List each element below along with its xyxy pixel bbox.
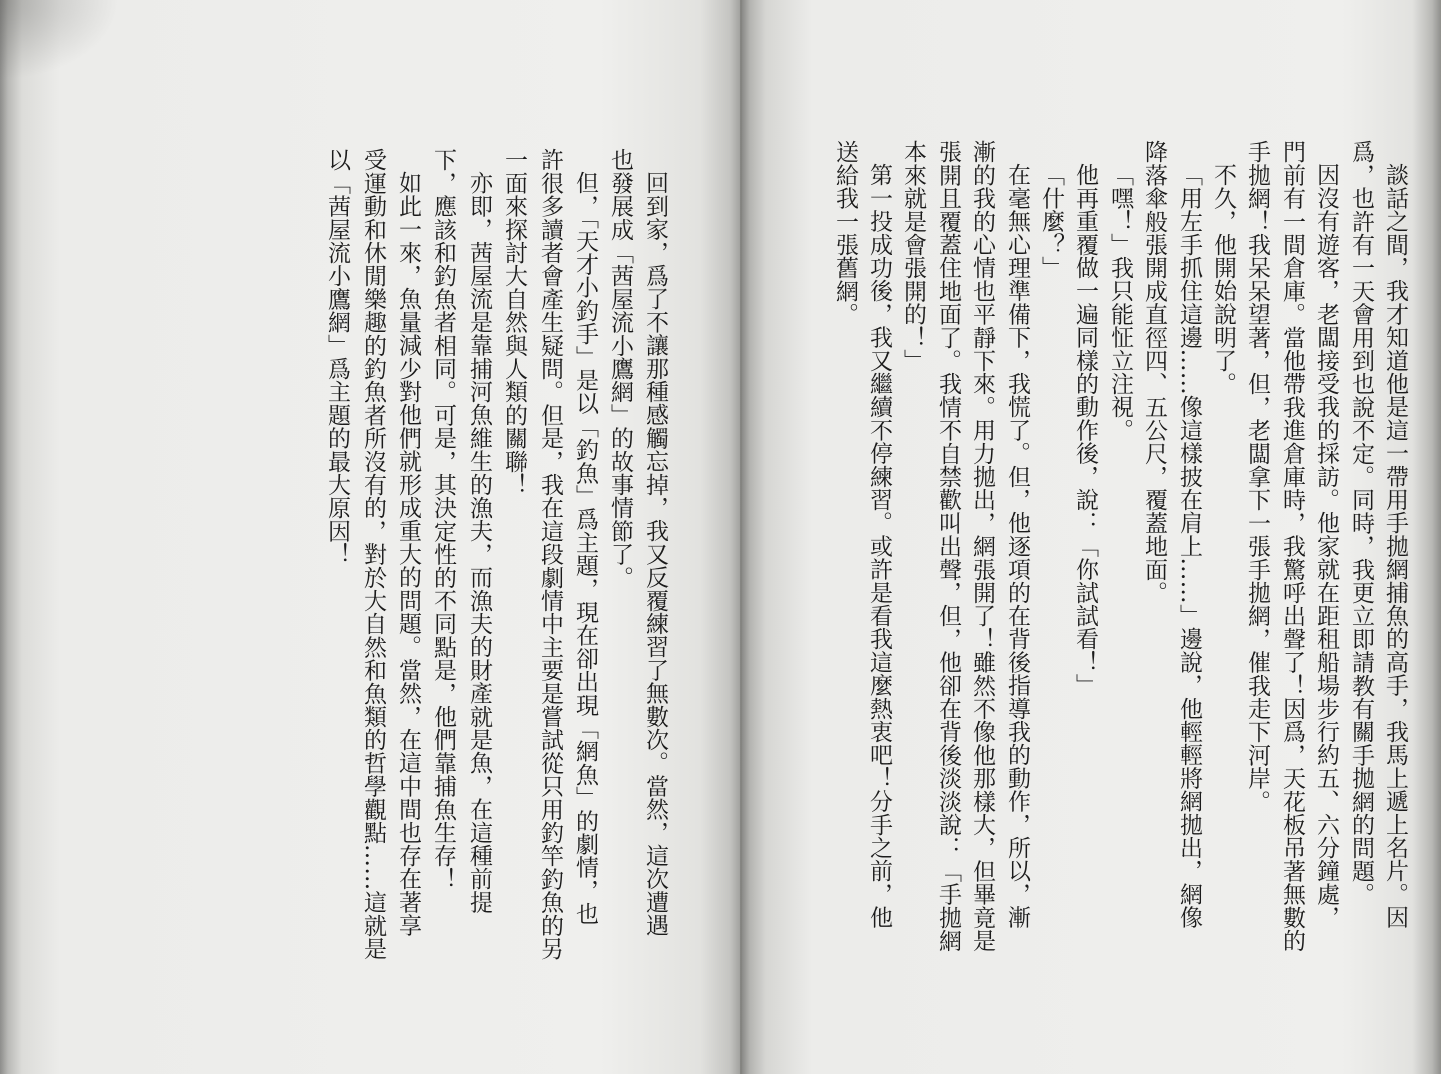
- text-column: 也發展成「茜屋流小鷹網」的故事情節了。: [607, 148, 633, 589]
- text-column: 因沒有遊客，老闆接受我的採訪。他家就在距租船場步行約五、六分鐘處，: [1313, 163, 1339, 929]
- text-column: 受運動和休閒樂趣的釣魚者所沒有的，對於大自然和魚類的哲學觀點……這就是: [360, 148, 386, 960]
- text-column: 但，「天才小釣手」是以「釣魚」爲主題，現在卻出現「網魚」的劇情，也: [572, 171, 598, 926]
- text-column: 門前有一間倉庫。當他帶我進倉庫時，我驚呼出聲了！因爲，天花板吊著無數的: [1279, 140, 1305, 952]
- text-column: 不久，他開始說明了。: [1210, 163, 1236, 395]
- text-column: 手拋網！我呆呆望著，但，老闆拿下一張手拋網，催我走下河岸。: [1244, 140, 1270, 813]
- text-column: 「什麼？」: [1038, 163, 1064, 279]
- text-column: 他再重覆做一遍同樣的動作後，說：「你試試看！」: [1072, 163, 1098, 697]
- text-column: 張開且覆蓋住地面了。我情不自禁歡叫出聲，但，他卻在背後淡淡說：「手拋網: [935, 140, 961, 952]
- text-column: 第一投成功後，我又繼續不停練習。或許是看我這麼熱衷吧！分手之前，他: [866, 163, 892, 929]
- text-column: 以「茜屋流小鷹網」爲主題的最大原因！: [324, 148, 350, 566]
- text-column: 送給我一張舊網。: [832, 140, 858, 326]
- text-column: 許很多讀者會產生疑問。但是，我在這段劇情中主要是嘗試從只用釣竿釣魚的另: [537, 148, 563, 960]
- text-column: 一面來探討大自然與人類的關聯！: [501, 148, 527, 496]
- text-column: 亦即，茜屋流是靠捕河魚維生的漁夫，而漁夫的財產就是魚，在這種前提: [466, 171, 492, 914]
- text-column: 如此一來，魚量減少對他們就形成重大的問題。當然，在這中間也存在著享: [395, 171, 421, 937]
- text-column: 談話之間，我才知道他是這一帶用手拋網捕魚的高手，我馬上遞上名片。因: [1382, 163, 1408, 929]
- text-column: 爲，也許有一天會用到也說不定。同時，我更立即請教有關手拋網的問題。: [1348, 140, 1374, 906]
- text-column: 在毫無心理準備下，我慌了。但，他逐項的在背後指導我的動作，所以，漸: [1004, 163, 1030, 929]
- text-column: 降落傘般張開成直徑四、五公尺，覆蓋地面。: [1141, 140, 1167, 604]
- text-column: 「用左手抓住這邊……像這樣披在肩上……」邊說，他輕輕將網拋出，網像: [1176, 163, 1202, 929]
- text-column: 本來就是會張開的！」: [900, 140, 926, 372]
- text-column: 漸的我的心情也平靜下來。用力拋出，網張開了！雖然不像他那樣大，但畢竟是: [969, 140, 995, 952]
- text-column: 「嘿！」我只能怔立注視。: [1107, 163, 1133, 442]
- text-column: 下，應該和釣魚者相同。可是，其決定性的不同點是，他們靠捕魚生存！: [430, 148, 456, 891]
- page-shading: [0, 0, 120, 80]
- right-page: [742, 0, 1441, 1074]
- text-column: 回到家，爲了不讓那種感觸忘掉，我又反覆練習了無數次。當然，這次遭遇: [642, 171, 668, 937]
